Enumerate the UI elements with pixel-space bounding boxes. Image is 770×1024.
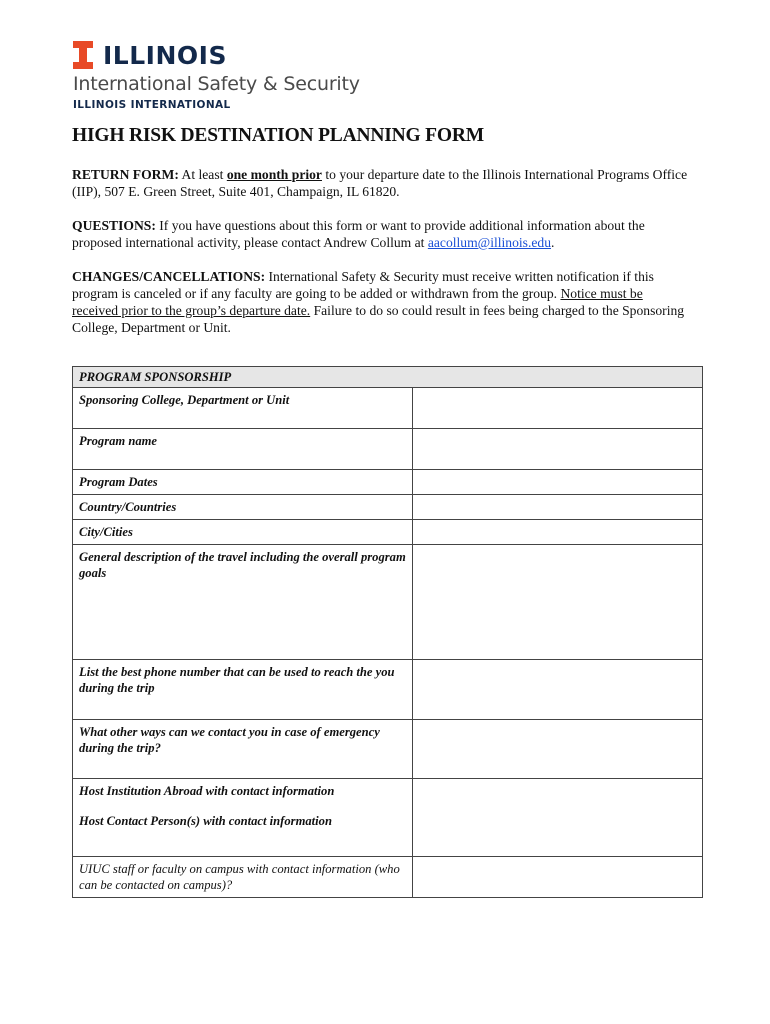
- return-form-paragraph: RETURN FORM: At least one month prior to your departure date to the Illinois International Programs Office (IIP), 507 E. Green Street, Suite 401, Champaign, IL 61820.: [72, 167, 688, 199]
- questions-paragraph: QUESTIONS: If you have questions about this form or want to provide additional information about the proposed international activity, please contact Andrew Collum at aacollum@illinois.edu.: [72, 218, 645, 250]
- description-field[interactable]: [413, 545, 703, 660]
- questions-label: QUESTIONS:: [72, 218, 156, 233]
- host-institution-label: Host Institution Abroad with contact information: [79, 784, 335, 798]
- countries-label: Country/Countries: [73, 495, 413, 520]
- notice-text: Notice must be received prior to the group’s departure date.: [72, 286, 643, 318]
- cities-label: City/Cities: [73, 520, 413, 545]
- phone-field[interactable]: [413, 660, 703, 720]
- block-i-icon: [73, 41, 93, 69]
- other-contact-label: What other ways can we contact you in case of emergency during the trip?: [73, 720, 413, 779]
- sponsor-field[interactable]: [413, 388, 703, 429]
- return-form-label: RETURN FORM:: [72, 167, 179, 182]
- other-contact-field[interactable]: [413, 720, 703, 779]
- program-name-field[interactable]: [413, 429, 703, 470]
- uiuc-staff-field[interactable]: [413, 857, 703, 898]
- program-sponsorship-table: [72, 366, 703, 898]
- logo-wordmark: ILLINOIS: [103, 40, 227, 70]
- description-label: General description of the travel including the overall program goals: [73, 545, 413, 660]
- program-dates-field[interactable]: [413, 470, 703, 495]
- logo-subtitle: International Safety & Security: [73, 73, 360, 95]
- one-month-prior: one month prior: [226, 167, 322, 182]
- phone-label: List the best phone number that can be used to reach the you during the trip: [73, 660, 413, 720]
- host-label-cell: [73, 779, 413, 857]
- email-link[interactable]: aacollum@illinois.edu: [427, 235, 551, 250]
- uiuc-staff-label: UIUC staff or faculty on campus with contact information (who can be contacted on campus)?: [73, 857, 413, 898]
- host-contact-label: Host Contact Person(s) with contact information: [79, 814, 332, 828]
- table-header: PROGRAM SPONSORSHIP: [73, 367, 703, 388]
- program-name-label: Program name: [73, 429, 413, 470]
- illinois-logo: [73, 40, 360, 111]
- logo-unit: ILLINOIS INTERNATIONAL: [73, 99, 231, 111]
- host-field[interactable]: [413, 779, 703, 857]
- program-dates-label: Program Dates: [73, 470, 413, 495]
- sponsor-label: Sponsoring College, Department or Unit: [73, 388, 413, 429]
- page-title: HIGH RISK DESTINATION PLANNING FORM: [72, 125, 484, 146]
- changes-label: CHANGES/CANCELLATIONS:: [72, 269, 266, 284]
- changes-paragraph: CHANGES/CANCELLATIONS: International Safety & Security must receive written notification if this program is canceled or if any faculty are going to be added or withdrawn from the group. Notice must be received prior to the group’s departure date. Failure to do so could result in fees being charged to the Sponsoring College, Department or Unit.: [72, 269, 685, 335]
- countries-field[interactable]: [413, 495, 703, 520]
- cities-field[interactable]: [413, 520, 703, 545]
